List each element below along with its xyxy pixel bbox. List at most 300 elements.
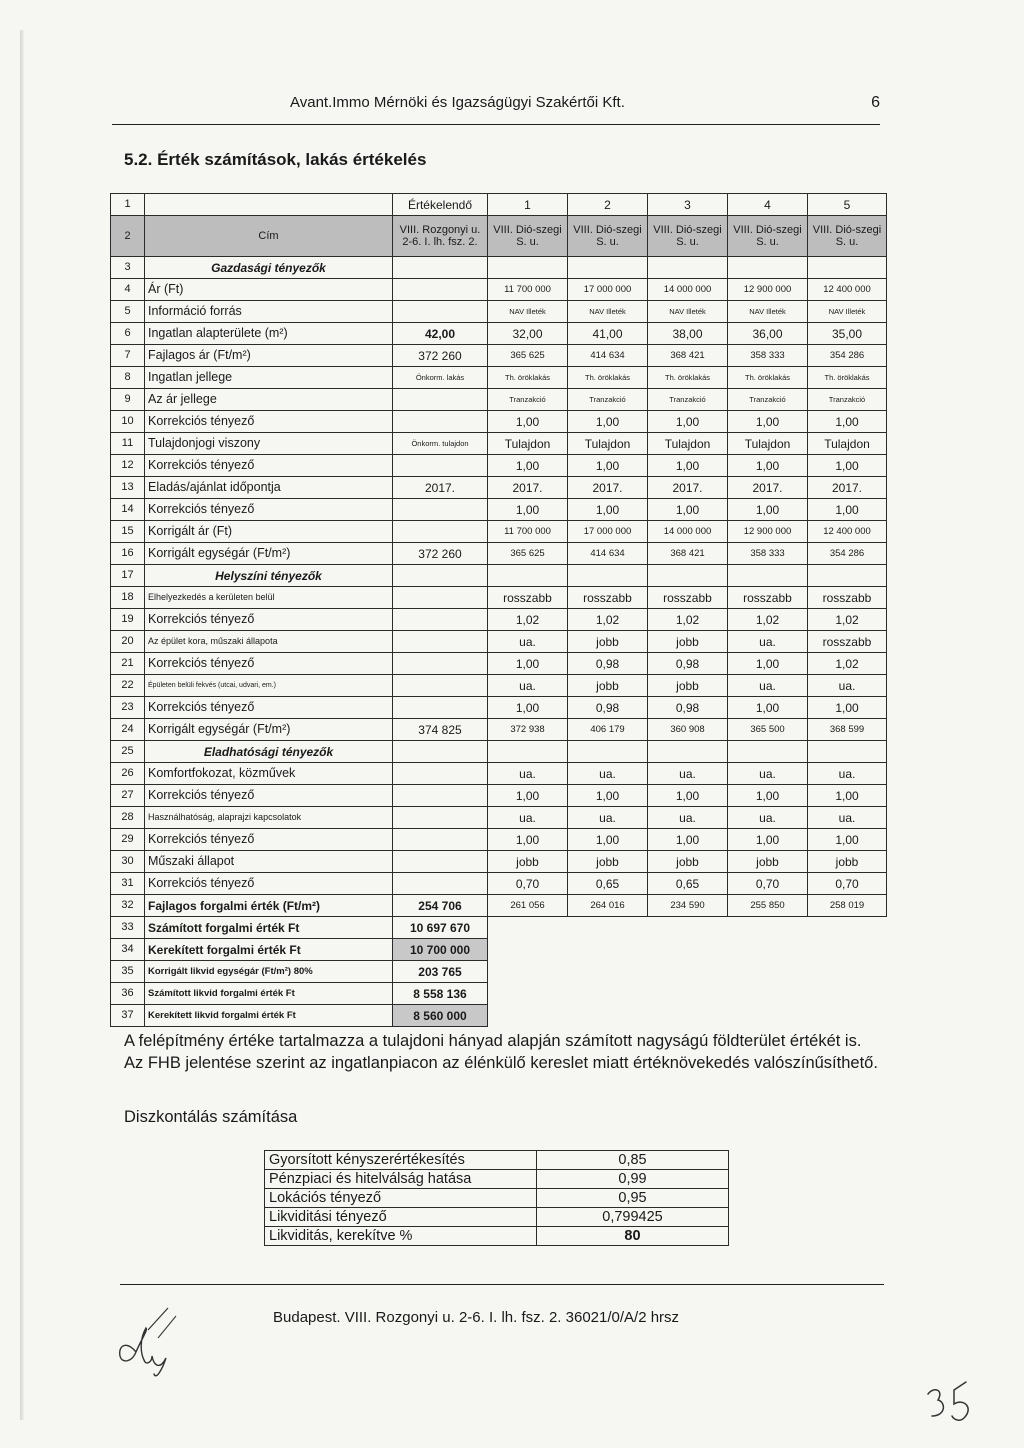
row-label-cell: Gazdasági tényezők: [145, 257, 393, 279]
comparable-value-cell: [488, 741, 568, 763]
row-number-cell: 28: [111, 807, 145, 829]
row-number-cell: 26: [111, 763, 145, 785]
comparable-value-cell: 11 700 000: [488, 279, 568, 301]
comparable-value-cell: 1,00: [568, 411, 648, 433]
comparable-value-cell: 365 625: [488, 543, 568, 565]
discount-table: [264, 1150, 729, 1246]
table-row: [111, 675, 887, 697]
row-label-cell: Komfortfokozat, közművek: [145, 763, 393, 785]
row-number-cell: 17: [111, 565, 145, 587]
table-row: [111, 477, 887, 499]
row-number-cell: 2: [111, 216, 145, 257]
table-row: [111, 323, 887, 345]
comparable-value-cell: rosszabb: [728, 587, 808, 609]
comparable-value-cell: 1,00: [808, 455, 887, 477]
comparable-value-cell: 1,00: [728, 697, 808, 719]
comparable-value-cell: 0,65: [568, 873, 648, 895]
comparable-value-cell: rosszabb: [488, 587, 568, 609]
row-label-cell: Az épület kora, műszaki állapota: [145, 631, 393, 653]
comparable-value-cell: rosszabb: [808, 587, 887, 609]
comparable-value-cell: 354 286: [808, 345, 887, 367]
table-row: [111, 697, 887, 719]
discount-label: Likviditási tényező: [265, 1208, 537, 1227]
comparable-value-cell: 1,00: [808, 785, 887, 807]
comparable-value-cell: 14 000 000: [648, 521, 728, 543]
row-label-cell: Ingatlan alapterülete (m²): [145, 323, 393, 345]
comparable-value-cell: 1,00: [488, 697, 568, 719]
comparable-value-cell: ua.: [808, 807, 887, 829]
discount-row: [265, 1170, 729, 1189]
row-number-cell: 6: [111, 323, 145, 345]
comparable-value-cell: VIII. Dió-szegi S. u.: [728, 216, 808, 257]
comparable-value-cell: 17 000 000: [568, 521, 648, 543]
comparable-value-cell: 0,65: [648, 873, 728, 895]
footer-rule: [120, 1284, 884, 1285]
row-label-cell: Korrekciós tényező: [145, 873, 393, 895]
comparable-value-cell: 1,02: [808, 653, 887, 675]
table-row: [111, 587, 887, 609]
discount-title: Diszkontálás számítása: [124, 1108, 298, 1126]
subject-value-cell: 8 558 136: [393, 983, 488, 1005]
valuation-table: [110, 193, 887, 1027]
row-number-cell: 34: [111, 939, 145, 961]
subject-value-cell: [393, 301, 488, 323]
comparable-value-cell: 1,00: [488, 499, 568, 521]
subject-value-cell: [393, 389, 488, 411]
discount-value: 80: [537, 1227, 729, 1246]
comparable-value-cell: 406 179: [568, 719, 648, 741]
section-title: 5.2. Érték számítások, lakás értékelés: [124, 150, 427, 169]
discount-row: [265, 1208, 729, 1227]
row-label-cell: Használhatóság, alaprajzi kapcsolatok: [145, 807, 393, 829]
comparable-value-cell: 1,00: [728, 499, 808, 521]
comparable-value-cell: 354 286: [808, 543, 887, 565]
scan-edge: [20, 30, 24, 1420]
row-label-cell: Eladás/ajánlat időpontja: [145, 477, 393, 499]
row-number-cell: 15: [111, 521, 145, 543]
row-number-cell: 12: [111, 455, 145, 477]
comparable-value-cell: Tulajdon: [568, 433, 648, 455]
row-number-cell: 20: [111, 631, 145, 653]
subject-value-cell: [393, 807, 488, 829]
comparable-value-cell: ua.: [728, 807, 808, 829]
table-row: [111, 961, 887, 983]
row-label-cell: Korrekciós tényező: [145, 785, 393, 807]
comparable-value-cell: [728, 565, 808, 587]
comparable-value-cell: 0,98: [568, 653, 648, 675]
comparable-value-cell: Tranzakció: [808, 389, 887, 411]
row-label-cell: Korrekciós tényező: [145, 609, 393, 631]
comparable-value-cell: 2017.: [648, 477, 728, 499]
table-row: [111, 917, 887, 939]
comparable-value-cell: 414 634: [568, 543, 648, 565]
comparable-value-cell: Tulajdon: [488, 433, 568, 455]
subject-value-cell: 42,00: [393, 323, 488, 345]
comparable-value-cell: 1,00: [808, 697, 887, 719]
comparable-value-cell: rosszabb: [648, 587, 728, 609]
signature-image: [96, 1290, 186, 1380]
subject-value-cell: [393, 279, 488, 301]
comparable-value-cell: 11 700 000: [488, 521, 568, 543]
row-label-cell: [145, 194, 393, 216]
comparable-value-cell: 32,00: [488, 323, 568, 345]
comparable-value-cell: 372 938: [488, 719, 568, 741]
comparable-value-cell: 1,02: [728, 609, 808, 631]
row-label-cell: Eladhatósági tényezők: [145, 741, 393, 763]
comparable-value-cell: Th. öröklakás: [648, 367, 728, 389]
comparable-value-cell: ua.: [728, 631, 808, 653]
comparable-value-cell: 2017.: [488, 477, 568, 499]
header-rule: [112, 124, 880, 125]
comparable-value-cell: [808, 257, 887, 279]
comparable-value-cell: [648, 565, 728, 587]
row-number-cell: 4: [111, 279, 145, 301]
comparable-value-cell: 258 019: [808, 895, 887, 917]
row-label-cell: Számított forgalmi érték Ft: [145, 917, 393, 939]
comparable-value-cell: 1,00: [568, 785, 648, 807]
row-number-cell: 8: [111, 367, 145, 389]
subject-value-cell: 372 260: [393, 543, 488, 565]
comparable-value-cell: 4: [728, 194, 808, 216]
table-row: [111, 367, 887, 389]
comparable-value-cell: ua.: [568, 763, 648, 785]
row-number-cell: 5: [111, 301, 145, 323]
comparable-value-cell: VIII. Dió-szegi S. u.: [568, 216, 648, 257]
table-row: [111, 433, 887, 455]
table-row: [111, 851, 887, 873]
subject-value-cell: Értékelendő: [393, 194, 488, 216]
discount-row: [265, 1189, 729, 1208]
comparable-value-cell: 2017.: [808, 477, 887, 499]
comparable-value-cell: jobb: [648, 851, 728, 873]
table-row: [111, 301, 887, 323]
row-label-cell: Az ár jellege: [145, 389, 393, 411]
comparable-value-cell: 0,98: [648, 653, 728, 675]
row-label-cell: Korrekciós tényező: [145, 697, 393, 719]
subject-value-cell: 2017.: [393, 477, 488, 499]
subject-value-cell: 374 825: [393, 719, 488, 741]
row-number-cell: 1: [111, 194, 145, 216]
header-title: Avant.Immo Mérnöki és Igazságügyi Szakértői Kft.: [290, 94, 625, 111]
comparable-value-cell: [728, 741, 808, 763]
comparable-value-cell: 1,00: [808, 829, 887, 851]
comparable-value-cell: 368 599: [808, 719, 887, 741]
subject-value-cell: 254 706: [393, 895, 488, 917]
comparable-value-cell: ua.: [648, 763, 728, 785]
comparable-value-cell: 41,00: [568, 323, 648, 345]
subject-value-cell: [393, 609, 488, 631]
comparable-value-cell: 2: [568, 194, 648, 216]
discount-row: [265, 1151, 729, 1170]
row-label-cell: Korrigált egységár (Ft/m²): [145, 719, 393, 741]
table-row: [111, 521, 887, 543]
comparable-value-cell: 365 500: [728, 719, 808, 741]
table-row: [111, 257, 887, 279]
comparable-value-cell: 358 333: [728, 543, 808, 565]
table-row: [111, 389, 887, 411]
row-label-cell: Fajlagos forgalmi érték (Ft/m²): [145, 895, 393, 917]
comparable-value-cell: 1,00: [648, 829, 728, 851]
comparable-value-cell: 1,00: [488, 785, 568, 807]
comparable-value-cell: VIII. Dió-szegi S. u.: [488, 216, 568, 257]
footer-address: Budapest. VIII. Rozgonyi u. 2-6. I. lh. fsz. 2. 36021/0/A/2 hrsz: [273, 1309, 680, 1326]
subject-value-cell: [393, 587, 488, 609]
table-row: [111, 1005, 887, 1027]
row-label-cell: Korrekciós tényező: [145, 653, 393, 675]
comparable-value-cell: NAV Illeték: [568, 301, 648, 323]
row-number-cell: 29: [111, 829, 145, 851]
comparable-value-cell: 264 016: [568, 895, 648, 917]
row-number-cell: 9: [111, 389, 145, 411]
valuation-table-body: [111, 194, 887, 1027]
comparable-value-cell: 1,00: [568, 499, 648, 521]
comparable-value-cell: 12 900 000: [728, 279, 808, 301]
row-label-cell: Korrigált egységár (Ft/m²): [145, 543, 393, 565]
comparable-value-cell: 0,70: [488, 873, 568, 895]
comparable-value-cell: [488, 565, 568, 587]
empty-cell: [488, 939, 887, 961]
subject-value-cell: [393, 851, 488, 873]
comparable-value-cell: 1,00: [808, 499, 887, 521]
row-label-cell: Műszaki állapot: [145, 851, 393, 873]
table-row: [111, 939, 887, 961]
comparable-value-cell: 12 400 000: [808, 279, 887, 301]
table-row: [111, 499, 887, 521]
discount-label: Likviditás, kerekítve %: [265, 1227, 537, 1246]
row-number-cell: 21: [111, 653, 145, 675]
body-paragraph: A felépítmény értéke tartalmazza a tulajdoni hányad alapján számított nagyságú földterület értékét is. Az FHB jelentése szerint az ingatlanpiacon az élénkülő kereslet miatt értéknövekedés valószínűsíthető.: [124, 1032, 878, 1072]
row-label-cell: Épületen belüli fekvés (utcai, udvari, em.): [145, 675, 393, 697]
subject-value-cell: [393, 785, 488, 807]
row-label-cell: Korrekciós tényező: [145, 829, 393, 851]
comparable-value-cell: jobb: [568, 851, 648, 873]
row-number-cell: 24: [111, 719, 145, 741]
comparable-value-cell: 255 850: [728, 895, 808, 917]
empty-cell: [488, 1005, 887, 1027]
comparable-value-cell: 1,00: [648, 785, 728, 807]
discount-label: Lokációs tényező: [265, 1189, 537, 1208]
subject-value-cell: 10 700 000: [393, 939, 488, 961]
row-number-cell: 19: [111, 609, 145, 631]
discount-value: 0,95: [537, 1189, 729, 1208]
comparable-value-cell: 1,00: [728, 411, 808, 433]
row-label-cell: Korrekciós tényező: [145, 455, 393, 477]
comparable-value-cell: 0,98: [648, 697, 728, 719]
table-row: [111, 279, 887, 301]
subject-value-cell: VIII. Rozgonyi u. 2-6. I. lh. fsz. 2.: [393, 216, 488, 257]
row-label-cell: Korrekciós tényező: [145, 499, 393, 521]
comparable-value-cell: 1,00: [568, 829, 648, 851]
row-number-cell: 22: [111, 675, 145, 697]
comparable-value-cell: Tranzakció: [568, 389, 648, 411]
comparable-value-cell: [648, 257, 728, 279]
comparable-value-cell: 365 625: [488, 345, 568, 367]
row-label-cell: Kerekített likvid forgalmi érték Ft: [145, 1005, 393, 1027]
discount-value: 0,85: [537, 1151, 729, 1170]
table-row: [111, 807, 887, 829]
row-number-cell: 31: [111, 873, 145, 895]
row-number-cell: 13: [111, 477, 145, 499]
row-number-cell: 32: [111, 895, 145, 917]
comparable-value-cell: 1,00: [728, 653, 808, 675]
comparable-value-cell: Tulajdon: [648, 433, 728, 455]
comparable-value-cell: [488, 257, 568, 279]
comparable-value-cell: jobb: [728, 851, 808, 873]
comparable-value-cell: Tranzakció: [488, 389, 568, 411]
row-label-cell: Ingatlan jellege: [145, 367, 393, 389]
table-row: [111, 983, 887, 1005]
comparable-value-cell: 360 908: [648, 719, 728, 741]
discount-value: 0,799425: [537, 1208, 729, 1227]
comparable-value-cell: 358 333: [728, 345, 808, 367]
row-label-cell: Információ forrás: [145, 301, 393, 323]
table-row: [111, 829, 887, 851]
empty-cell: [488, 961, 887, 983]
subject-value-cell: [393, 675, 488, 697]
comparable-value-cell: [568, 565, 648, 587]
header-page-number: 6: [871, 94, 880, 111]
comparable-value-cell: Tranzakció: [728, 389, 808, 411]
subject-value-cell: 10 697 670: [393, 917, 488, 939]
table-row: [111, 194, 887, 216]
subject-value-cell: [393, 653, 488, 675]
table-row: [111, 763, 887, 785]
row-number-cell: 30: [111, 851, 145, 873]
subject-value-cell: 203 765: [393, 961, 488, 983]
comparable-value-cell: jobb: [648, 675, 728, 697]
row-number-cell: 7: [111, 345, 145, 367]
comparable-value-cell: 3: [648, 194, 728, 216]
comparable-value-cell: ua.: [648, 807, 728, 829]
comparable-value-cell: 1,00: [808, 411, 887, 433]
comparable-value-cell: rosszabb: [808, 631, 887, 653]
table-row: [111, 895, 887, 917]
comparable-value-cell: Th. öröklakás: [568, 367, 648, 389]
table-row: [111, 741, 887, 763]
comparable-value-cell: 368 421: [648, 345, 728, 367]
comparable-value-cell: 1,00: [488, 829, 568, 851]
comparable-value-cell: jobb: [648, 631, 728, 653]
comparable-value-cell: ua.: [728, 675, 808, 697]
subject-value-cell: Önkorm. tulajdon: [393, 433, 488, 455]
table-row: [111, 785, 887, 807]
comparable-value-cell: 1,00: [488, 653, 568, 675]
comparable-value-cell: 1,00: [728, 455, 808, 477]
comparable-value-cell: 1,00: [648, 499, 728, 521]
row-label-cell: Cím: [145, 216, 393, 257]
comparable-value-cell: 1,02: [808, 609, 887, 631]
comparable-value-cell: 0,70: [808, 873, 887, 895]
comparable-value-cell: [568, 257, 648, 279]
empty-cell: [488, 983, 887, 1005]
subject-value-cell: [393, 565, 488, 587]
subject-value-cell: [393, 873, 488, 895]
comparable-value-cell: 1: [488, 194, 568, 216]
comparable-value-cell: NAV Illeték: [648, 301, 728, 323]
subject-value-cell: [393, 521, 488, 543]
comparable-value-cell: [808, 565, 887, 587]
comparable-value-cell: 2017.: [728, 477, 808, 499]
comparable-value-cell: 5: [808, 194, 887, 216]
comparable-value-cell: VIII. Dió-szegi S. u.: [648, 216, 728, 257]
subject-value-cell: [393, 763, 488, 785]
comparable-value-cell: NAV Illeték: [728, 301, 808, 323]
subject-value-cell: [393, 499, 488, 521]
row-label-cell: Helyszíni tényezők: [145, 565, 393, 587]
row-number-cell: 11: [111, 433, 145, 455]
comparable-value-cell: [808, 741, 887, 763]
comparable-value-cell: ua.: [568, 807, 648, 829]
discount-value: 0,99: [537, 1170, 729, 1189]
comparable-value-cell: Tulajdon: [808, 433, 887, 455]
subject-value-cell: Önkorm. lakás: [393, 367, 488, 389]
comparable-value-cell: Th. öröklakás: [728, 367, 808, 389]
comparable-value-cell: 12 900 000: [728, 521, 808, 543]
row-number-cell: 27: [111, 785, 145, 807]
comparable-value-cell: jobb: [568, 675, 648, 697]
comparable-value-cell: rosszabb: [568, 587, 648, 609]
table-row: [111, 565, 887, 587]
discount-row: [265, 1227, 729, 1246]
comparable-value-cell: Tulajdon: [728, 433, 808, 455]
discount-label: Gyorsított kényszerértékesítés: [265, 1151, 537, 1170]
table-row: [111, 653, 887, 675]
table-row: [111, 873, 887, 895]
subject-value-cell: [393, 257, 488, 279]
comparable-value-cell: 234 590: [648, 895, 728, 917]
table-row: [111, 345, 887, 367]
comparable-value-cell: Th. öröklakás: [488, 367, 568, 389]
comparable-value-cell: jobb: [488, 851, 568, 873]
row-number-cell: 10: [111, 411, 145, 433]
subject-value-cell: 372 260: [393, 345, 488, 367]
comparable-value-cell: NAV Illeték: [808, 301, 887, 323]
comparable-value-cell: 1,02: [568, 609, 648, 631]
subject-value-cell: [393, 631, 488, 653]
row-label-cell: Elhelyezkedés a kerületen belül: [145, 587, 393, 609]
comparable-value-cell: VIII. Dió-szegi S. u.: [808, 216, 887, 257]
comparable-value-cell: 1,00: [488, 411, 568, 433]
subject-value-cell: [393, 741, 488, 763]
row-number-cell: 16: [111, 543, 145, 565]
comparable-value-cell: 36,00: [728, 323, 808, 345]
subject-value-cell: [393, 697, 488, 719]
page-header: [100, 90, 880, 126]
row-number-cell: 23: [111, 697, 145, 719]
comparable-value-cell: ua.: [488, 631, 568, 653]
comparable-value-cell: [648, 741, 728, 763]
row-label-cell: Korrekciós tényező: [145, 411, 393, 433]
subject-value-cell: [393, 455, 488, 477]
comparable-value-cell: 1,02: [648, 609, 728, 631]
comparable-value-cell: 14 000 000: [648, 279, 728, 301]
comparable-value-cell: 12 400 000: [808, 521, 887, 543]
comparable-value-cell: Tranzakció: [648, 389, 728, 411]
comparable-value-cell: 0,70: [728, 873, 808, 895]
table-row: [111, 719, 887, 741]
table-row: [111, 543, 887, 565]
row-number-cell: 37: [111, 1005, 145, 1027]
table-row: [111, 411, 887, 433]
comparable-value-cell: jobb: [808, 851, 887, 873]
comparable-value-cell: ua.: [808, 675, 887, 697]
comparable-value-cell: 1,00: [728, 829, 808, 851]
subject-value-cell: 8 560 000: [393, 1005, 488, 1027]
comparable-value-cell: ua.: [488, 807, 568, 829]
comparable-value-cell: 38,00: [648, 323, 728, 345]
comparable-value-cell: 2017.: [568, 477, 648, 499]
row-label-cell: Fajlagos ár (Ft/m²): [145, 345, 393, 367]
